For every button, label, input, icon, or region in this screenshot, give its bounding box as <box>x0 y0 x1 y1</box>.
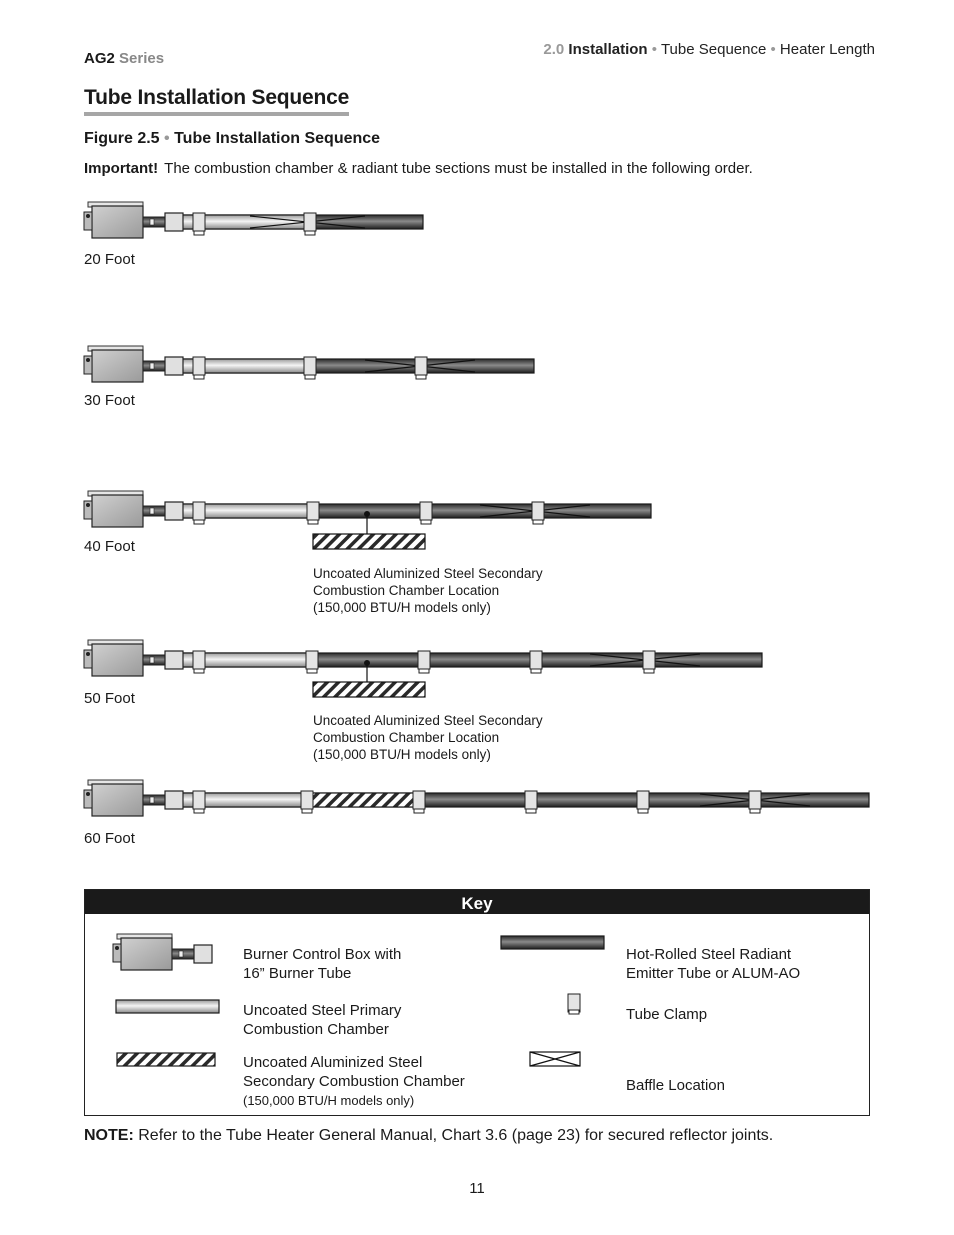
breadcrumb-separator: • <box>770 41 776 58</box>
key-secondary-text <box>243 1053 465 1110</box>
burner-knob <box>86 652 90 656</box>
tube-clamp <box>420 502 432 520</box>
tube-clamp <box>525 791 537 809</box>
key-legend <box>84 889 870 1116</box>
heater-label-30ft: 30 Foot <box>84 392 135 409</box>
key-text-line: Hot-Rolled Steel Radiant <box>626 946 792 963</box>
important-label: Important! <box>84 160 159 177</box>
key-text-line: Uncoated Steel Primary <box>243 1002 402 1019</box>
burner-knob <box>86 792 90 796</box>
key-text-line: Burner Control Box with <box>243 946 402 963</box>
key-emitter-text <box>626 945 800 983</box>
heater-row-40foot <box>84 491 651 549</box>
burner-flange <box>165 502 183 520</box>
tube-clamp-foot <box>305 231 315 235</box>
tube-clamp-foot <box>307 669 317 673</box>
tube-clamp-foot <box>531 669 541 673</box>
heater-label-60ft: 60 Foot <box>84 830 135 847</box>
burner-flange <box>165 791 183 809</box>
secondary-location-box <box>313 682 425 697</box>
key-title: Key <box>85 890 869 914</box>
tube-clamp <box>193 791 205 809</box>
tube-clamp <box>193 502 205 520</box>
breadcrumb-separator: • <box>651 41 658 58</box>
tube-clamp-foot <box>194 809 204 813</box>
key-burner-text <box>243 945 401 983</box>
breadcrumb-section: Installation <box>568 41 648 58</box>
key-clamp-text: Tube Clamp <box>626 1006 708 1023</box>
tube-clamp <box>413 791 425 809</box>
tube-clamp-foot <box>194 375 204 379</box>
tube-clamp-foot <box>416 375 426 379</box>
figure-separator: • <box>164 130 170 147</box>
tube-clamp <box>749 791 761 809</box>
breadcrumb-item-tube-sequence: Tube Sequence <box>660 41 767 58</box>
caption-line: Uncoated Aluminized Steel Secondary <box>313 566 543 581</box>
burner-flange <box>165 357 183 375</box>
key-text-line: Secondary Combustion Chamber <box>243 1073 465 1090</box>
burner-flange <box>165 213 183 231</box>
burner-control-box <box>92 350 143 382</box>
heater-label-20ft: 20 Foot <box>84 251 135 268</box>
burner-tube-marker <box>150 219 154 225</box>
caption-line: Combustion Chamber Location <box>313 583 500 598</box>
caption-line: Combustion Chamber Location <box>313 730 500 745</box>
note-text: Refer to the Tube Heater General Manual, Chart 3.6 (page 23) for secured reflector joints. <box>138 1127 774 1144</box>
tube-clamp <box>193 213 205 231</box>
tube-clamp-foot <box>421 520 431 524</box>
tube-clamp-foot <box>194 231 204 235</box>
tube-clamp <box>304 213 316 231</box>
secondary-caption-40ft <box>313 565 543 616</box>
secondary-caption-50ft <box>313 712 543 763</box>
key-baffle-text: Baffle Location <box>626 1077 725 1094</box>
burner-control-box <box>92 784 143 816</box>
heater-label-40ft: 40 Foot <box>84 538 135 555</box>
note <box>84 1127 773 1145</box>
heater-label-50ft: 50 Foot <box>84 690 135 707</box>
key-text-line: (150,000 BTU/H models only) <box>243 1093 415 1108</box>
key-text-line: Uncoated Aluminized Steel <box>243 1054 423 1071</box>
tube-clamp <box>306 651 318 669</box>
tube-clamp-foot <box>419 669 429 673</box>
burner-tube-marker <box>150 508 154 514</box>
key-text-line: Combustion Chamber <box>243 1021 389 1038</box>
tube-clamp <box>532 502 544 520</box>
figure-title: Tube Installation Sequence <box>174 130 381 147</box>
key-text-line: 16” Burner Tube <box>243 965 352 982</box>
breadcrumb-number: 2.0 <box>543 41 565 58</box>
burner-tube-marker <box>150 363 154 369</box>
figure-number: Figure 2.5 <box>84 130 160 147</box>
important-text: The combustion chamber & radiant tube sections must be installed in the following order. <box>164 160 753 177</box>
key-primary-text <box>243 1001 401 1039</box>
secondary-location-box <box>313 534 425 549</box>
breadcrumb-item-heater-length: Heater Length <box>779 41 875 58</box>
burner-tube-marker <box>150 797 154 803</box>
tube-clamp-foot <box>194 669 204 673</box>
caption-line: Uncoated Aluminized Steel Secondary <box>313 713 543 728</box>
note-label: NOTE: <box>84 1127 134 1144</box>
secondary-combustion-chamber <box>306 793 419 807</box>
burner-control-box <box>92 206 143 238</box>
caption-line: (150,000 BTU/H models only) <box>313 747 491 762</box>
page-number: 11 <box>469 1180 485 1197</box>
tube-clamp-foot <box>638 809 648 813</box>
heater-row-20foot <box>84 202 423 238</box>
heater-row-60foot <box>84 780 869 816</box>
tube-clamp <box>304 357 316 375</box>
tube-clamp <box>637 791 649 809</box>
burner-control-box <box>92 644 143 676</box>
tube-clamp-foot <box>533 520 543 524</box>
burner-knob <box>86 358 90 362</box>
tube-clamp-foot <box>526 809 536 813</box>
heater-row-30foot <box>84 346 534 382</box>
burner-knob <box>86 214 90 218</box>
page-title: Tube Installation Sequence <box>84 86 349 116</box>
tube-clamp <box>307 502 319 520</box>
tube-clamp <box>643 651 655 669</box>
tube-clamp-foot <box>302 809 312 813</box>
tube-clamp-foot <box>414 809 424 813</box>
series-name: AG2 <box>84 50 115 67</box>
tube-clamp-foot <box>308 520 318 524</box>
burner-control-box <box>92 495 143 527</box>
burner-flange <box>165 651 183 669</box>
tube-clamp <box>193 357 205 375</box>
tube-clamp-foot <box>305 375 315 379</box>
burner-knob <box>86 503 90 507</box>
tube-clamp-foot <box>194 520 204 524</box>
tube-clamp-foot <box>750 809 760 813</box>
tube-clamp <box>530 651 542 669</box>
tube-clamp <box>301 791 313 809</box>
tube-clamp <box>418 651 430 669</box>
burner-tube-marker <box>150 657 154 663</box>
tube-clamp <box>193 651 205 669</box>
tube-clamp-foot <box>644 669 654 673</box>
tube-clamp <box>415 357 427 375</box>
caption-line: (150,000 BTU/H models only) <box>313 600 491 615</box>
heater-row-50foot <box>84 640 762 697</box>
series-suffix: Series <box>119 50 165 67</box>
key-text-line: Emitter Tube or ALUM-AO <box>626 965 801 982</box>
